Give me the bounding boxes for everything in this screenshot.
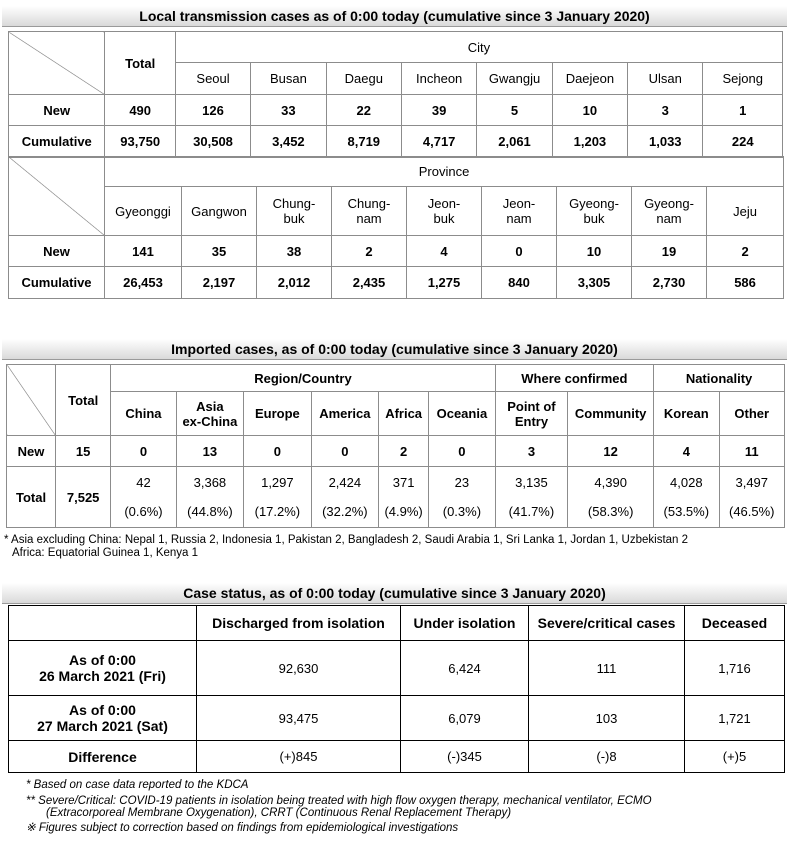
city-header: Gwangju — [477, 63, 552, 95]
cell: 4,717 — [401, 126, 476, 158]
cell — [429, 467, 496, 528]
province-name-line1: Jeon- — [502, 196, 536, 211]
percent-value: (58.3%) — [587, 504, 634, 519]
cell: 3 — [628, 95, 703, 126]
province-name: Gyeonggi — [115, 203, 171, 219]
total-value: 4,028 — [670, 475, 703, 490]
status-header: Discharged from isolation — [197, 606, 401, 641]
header-text: America — [319, 406, 371, 421]
cell: 2 — [707, 236, 784, 267]
province-header — [332, 187, 407, 236]
cell: (+)845 — [197, 741, 401, 773]
cell: 33 — [251, 95, 326, 126]
column-header — [429, 392, 496, 436]
city-header: Ulsan — [628, 63, 703, 95]
province-name-line2: nam — [506, 211, 532, 226]
city-header: Seoul — [175, 63, 250, 95]
row-label-new: New — [7, 436, 56, 467]
header-line1: Point of — [507, 398, 556, 414]
province-name-line1: Jeon- — [427, 196, 461, 211]
cell: 10 — [552, 95, 627, 126]
cell: (-)345 — [401, 741, 529, 773]
province-header — [557, 187, 632, 236]
cell: 1,275 — [407, 267, 482, 299]
region-group-header: Region/Country — [111, 365, 495, 392]
column-header — [311, 392, 378, 436]
cell — [719, 467, 784, 528]
local-provinces-table — [8, 156, 784, 299]
cell: 126 — [175, 95, 250, 126]
province-name-line2: buk — [433, 211, 455, 226]
cell: 2,435 — [332, 267, 407, 299]
city-header: Busan — [251, 63, 326, 95]
cell: 840 — [482, 267, 557, 299]
province-name-line1: Gyeong- — [644, 196, 694, 211]
province-name-line1: Chung- — [272, 196, 316, 211]
difference-label: Difference — [9, 741, 197, 773]
cell: 1,716 — [685, 641, 785, 696]
table-row — [7, 436, 785, 467]
total-value: 42 — [136, 475, 151, 490]
row-label-line1: As of 0:00 — [69, 702, 136, 718]
footnote-kdca: * Based on case data reported to the KDCA — [26, 779, 249, 791]
footnote-severe: ** Severe/Critical: COVID-19 patients in isolation being treated with high flow oxygen therapy, mechanical ventilator, ECMO — [26, 795, 652, 807]
table-row — [9, 126, 783, 158]
status-table — [8, 605, 785, 773]
cell: 2,061 — [477, 126, 552, 158]
column-header — [719, 392, 784, 436]
cell: 224 — [703, 126, 783, 158]
row-label-line2: 27 March 2021 (Sat) — [37, 718, 168, 734]
local-title: Local transmission cases as of 0:00 today (cumulative since 3 January 2020) — [2, 6, 787, 27]
status-header: Severe/critical cases — [529, 606, 685, 641]
province-header — [407, 187, 482, 236]
province-name-line2: nam — [356, 211, 382, 226]
province-header — [482, 187, 557, 236]
cell: 111 — [529, 641, 685, 696]
status-corner-cell — [9, 606, 197, 641]
total-value: 371 — [392, 475, 415, 490]
imported-note-africa: Africa: Equatorial Guinea 1, Kenya 1 — [12, 547, 199, 559]
status-header: Deceased — [685, 606, 785, 641]
table-row — [9, 267, 784, 299]
row-label-line2: 26 March 2021 (Fri) — [39, 668, 166, 684]
cell — [244, 467, 311, 528]
total-cumulative: 93,750 — [105, 126, 175, 158]
table-row — [9, 236, 784, 267]
column-header — [379, 392, 429, 436]
cell: 4 — [407, 236, 482, 267]
cell: 19 — [632, 236, 707, 267]
total-new: 15 — [56, 436, 111, 467]
percent-value: (32.2%) — [322, 504, 368, 519]
province-name-line2: buk — [583, 211, 605, 226]
header-text: China — [125, 406, 162, 421]
cell: 11 — [719, 436, 784, 467]
percent-value: (44.8%) — [187, 504, 233, 519]
cell: 8,719 — [326, 126, 401, 158]
footnote-correction: ※ Figures subject to correction based on findings from epidemiological investigations — [26, 822, 459, 834]
city-header: Daejeon — [552, 63, 627, 95]
cell: 10 — [557, 236, 632, 267]
percent-value: (4.9%) — [384, 504, 423, 519]
total-new: 490 — [105, 95, 175, 126]
cell: 586 — [707, 267, 784, 299]
cell: (+)5 — [685, 741, 785, 773]
nationality-group-header: Nationality — [654, 365, 785, 392]
province-header — [632, 187, 707, 236]
province-group-header: Province — [105, 157, 784, 187]
header-text: Europe — [254, 406, 300, 421]
cell: 92,630 — [197, 641, 401, 696]
percent-value: (53.5%) — [663, 504, 710, 519]
cell: 6,079 — [401, 696, 529, 741]
cell: 6,424 — [401, 641, 529, 696]
cell: 2,730 — [632, 267, 707, 299]
table-row — [7, 467, 785, 528]
percent-value: (46.5%) — [728, 504, 775, 519]
header-line2: ex-China — [182, 413, 238, 429]
province-header — [257, 187, 332, 236]
percent-value: (17.2%) — [254, 504, 301, 519]
total-value: 1,297 — [261, 475, 294, 490]
cell: 2,012 — [257, 267, 332, 299]
province-name-line2: buk — [283, 211, 305, 226]
diagonal-header-cell — [9, 32, 105, 95]
province-name: Jeju — [733, 203, 757, 219]
cell: 4 — [654, 436, 719, 467]
column-header — [495, 392, 568, 436]
row-label-total: Total — [7, 467, 56, 528]
total-cumulative: 7,525 — [56, 467, 111, 528]
table-row — [9, 95, 783, 126]
imported-note-asia: * Asia excluding China: Nepal 1, Russia 2, Indonesia 1, Pakistan 2, Bangladesh 2, Saudi Arabia 1, Sri Lanka 1, Jordan 1, Uzbekistan 2 — [4, 534, 689, 546]
province-name-line2: nam — [656, 211, 682, 226]
cell: 0 — [482, 236, 557, 267]
total-value: 2,424 — [328, 475, 362, 490]
cell: 3 — [495, 436, 568, 467]
header-line1: Asia — [196, 398, 224, 414]
percent-value: (0.3%) — [442, 504, 482, 519]
table-row — [9, 741, 785, 773]
province-header — [182, 187, 257, 236]
cell: 1,033 — [628, 126, 703, 158]
cell: 13 — [176, 436, 243, 467]
total-value: 3,368 — [193, 475, 227, 490]
total-value: 23 — [454, 475, 470, 490]
cell: 5 — [477, 95, 552, 126]
cell — [495, 467, 568, 528]
province-header — [105, 187, 182, 236]
row-label-new: New — [9, 95, 105, 126]
cell: 12 — [568, 436, 654, 467]
total-value: 4,390 — [594, 475, 627, 490]
header-text: Africa — [385, 406, 423, 421]
cell: 1 — [703, 95, 783, 126]
percent-value: (41.7%) — [508, 504, 555, 519]
header-text: Other — [734, 406, 770, 421]
total-value: 3,497 — [735, 475, 769, 490]
cell: 1,721 — [685, 696, 785, 741]
row-label-cumulative: Cumulative — [9, 126, 105, 158]
status-row-label — [9, 696, 197, 741]
total-header: Total — [105, 32, 175, 95]
row-label-cumulative: Cumulative — [9, 267, 105, 299]
status-row-label — [9, 641, 197, 696]
total-value: 3,135 — [515, 475, 548, 490]
column-header — [244, 392, 311, 436]
province-name: Gangwon — [191, 203, 247, 219]
city-header: Sejong — [703, 63, 783, 95]
cell — [654, 467, 719, 528]
header-line2: Entry — [514, 413, 549, 429]
cell — [176, 467, 243, 528]
cell: 0 — [429, 436, 496, 467]
cell: 1,203 — [552, 126, 627, 158]
diagonal-header-cell — [9, 157, 105, 236]
status-header: Under isolation — [401, 606, 529, 641]
column-header — [654, 392, 719, 436]
diagonal-header-cell — [7, 365, 56, 436]
status-title: Case status, as of 0:00 today (cumulative since 3 January 2020) — [2, 583, 787, 604]
cell: 0 — [311, 436, 378, 467]
local-cities-table — [8, 31, 783, 158]
cell: 30,508 — [175, 126, 250, 158]
cell — [568, 467, 654, 528]
cell: 0 — [111, 436, 176, 467]
footnote-severe-cont: (Extracorporeal Membrane Oxygenation), CRRT (Continuous Renal Replacement Therapy) — [46, 807, 512, 819]
cell: 0 — [244, 436, 311, 467]
cell: 2 — [332, 236, 407, 267]
cell: (-)8 — [529, 741, 685, 773]
cell: 3,452 — [251, 126, 326, 158]
cell — [379, 467, 429, 528]
imported-table — [6, 364, 785, 528]
province-name-line1: Gyeong- — [569, 196, 619, 211]
province-name-line1: Chung- — [347, 196, 391, 211]
column-header — [176, 392, 243, 436]
header-text: Community — [574, 406, 647, 421]
province-header — [707, 187, 784, 236]
total-header: Total — [56, 365, 111, 436]
header-text: Oceania — [436, 406, 488, 421]
cell — [311, 467, 378, 528]
cell: 22 — [326, 95, 401, 126]
column-header — [111, 392, 176, 436]
cell: 38 — [257, 236, 332, 267]
table-row — [9, 696, 785, 741]
cell: 35 — [182, 236, 257, 267]
cell: 93,475 — [197, 696, 401, 741]
city-header: Incheon — [401, 63, 476, 95]
row-label-new: New — [9, 236, 105, 267]
where-group-header: Where confirmed — [495, 365, 653, 392]
cell: 103 — [529, 696, 685, 741]
city-group-header: City — [175, 32, 782, 63]
cell: 26,453 — [105, 267, 182, 299]
cell: 141 — [105, 236, 182, 267]
cell: 2 — [379, 436, 429, 467]
percent-value: (0.6%) — [124, 504, 163, 519]
cell: 39 — [401, 95, 476, 126]
table-row — [9, 641, 785, 696]
header-text: Korean — [663, 406, 709, 421]
row-label-line1: As of 0:00 — [69, 652, 136, 668]
cell — [111, 467, 176, 528]
column-header — [568, 392, 654, 436]
imported-title: Imported cases, as of 0:00 today (cumulative since 3 January 2020) — [2, 339, 787, 360]
city-header: Daegu — [326, 63, 401, 95]
cell: 3,305 — [557, 267, 632, 299]
cell: 2,197 — [182, 267, 257, 299]
